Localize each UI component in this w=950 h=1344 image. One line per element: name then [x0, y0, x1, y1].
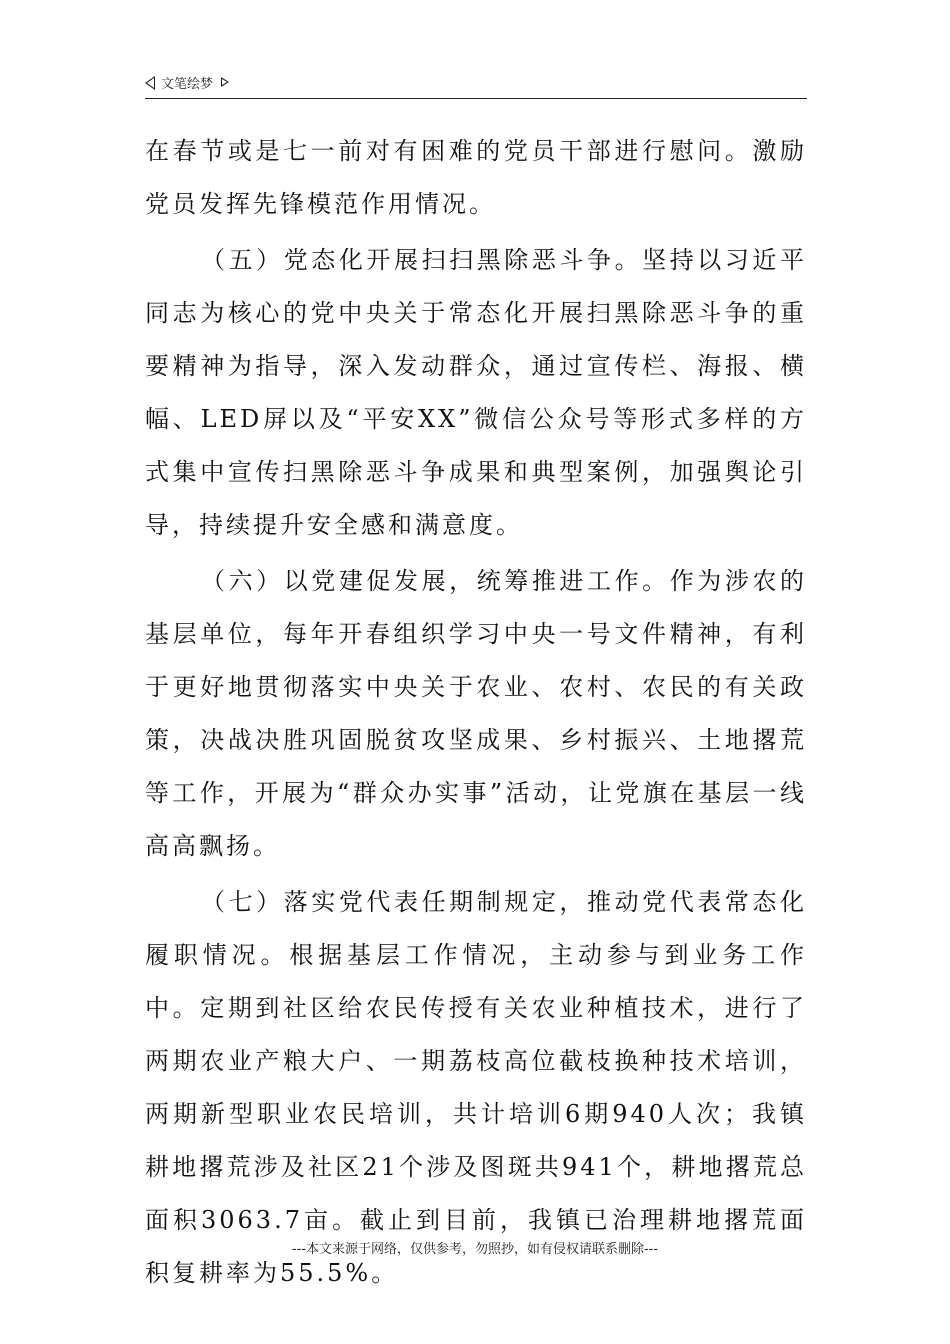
page-footer-disclaimer: ---本文来源于网络，仅供参考，勿照抄，如有侵权请联系删除---: [291, 1242, 659, 1257]
paragraph-section-5: （五）党态化开展扫扫黑除恶斗争。坚持以习近平同志为核心的党中央关于常态化开展扫黑除恶斗争的重要精神为指导，深入发动群众，通过宣传栏、海报、横幅、LED屏以及“平安XX”微信公众号等形式多样的方式集中宣传扫黑除恶斗争成果和典型案例，加强舆论引导，持续提升安全感和满意度。: [145, 246, 807, 539]
paragraph-continuation: 在春节或是七一前对有困难的党员干部进行慰问。激励党员发挥先锋模范作用情况。: [145, 137, 807, 218]
paragraph-section-6: （六）以党建促发展，统筹推进工作。作为涉农的基层单位，每年开春组织学习中央一号文件精神，有利于更好地贯彻落实中央关于农业、农村、农民的有关政策，决战决胜巩固脱贫攻坚成果、乡村振兴、土地撂荒等工作，开展为“群众办实事”活动，让党旗在基层一线高高飘扬。: [145, 567, 807, 860]
document-body: [145, 125, 807, 1300]
page-header: [145, 74, 807, 99]
header-brand: 文笔绘梦: [161, 77, 214, 92]
triangle-left-icon: [145, 76, 155, 90]
paragraph-section-7: （七）落实党代表任期制规定，推动党代表常态化履职情况。根据基层工作情况，主动参与到业务工作中。定期到社区给农民传授有关农业种植技术，进行了两期农业产粮大户、一期荔枝高位截枝换种技术培训，两期新型职业农民培训，共计培训6期940人次；我镇耕地撂荒涉及社区21个涉及图斑共941个，耕地撂荒总面积3063.7亩。截止到目前，我镇已治理耕地撂荒面积复耕率为55.5%。: [145, 888, 807, 1287]
triangle-right-icon: [221, 77, 229, 87]
